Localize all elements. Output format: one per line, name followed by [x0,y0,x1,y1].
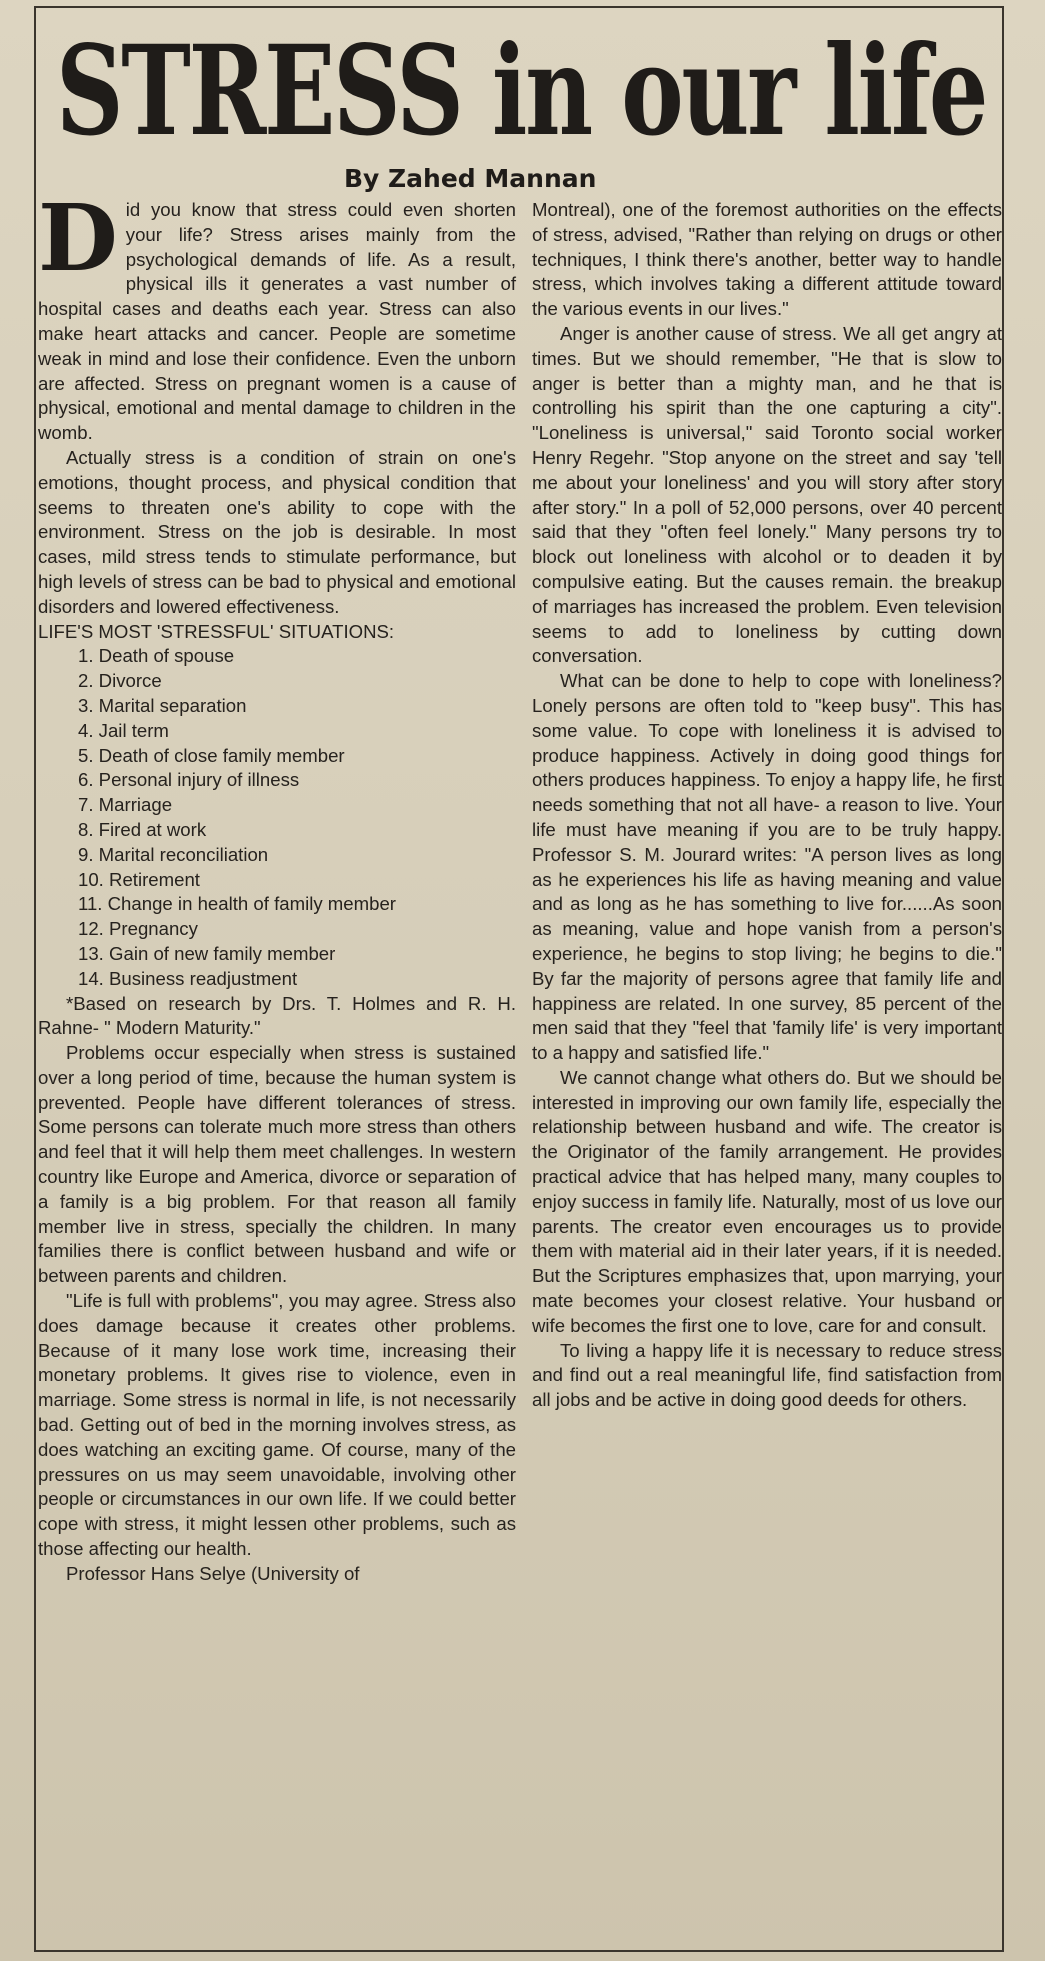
list-item: 9. Marital reconciliation [78,843,269,865]
paragraph: Actually stress is a condition of strain on one's emotions, thought process, and physical condition that seems to threaten one's ability to cope with the environment. Stress on the job is desirable. In most cases, mild stress tends to stimulate performance, but high levels of stress can be bad to physical and emotional disorders and lowered effectiveness. [38,446,516,617]
byline: By Zahed Mannan [344,164,597,193]
list-item: 13. Gain of new family member [78,942,336,964]
list-item: 7. Marriage [78,794,173,816]
paragraph: To living a happy life it is necessary to reduce stress and find out a real meaningful life, find satisfaction from all jobs and be active in doing good deeds for others. [532,1339,1002,1411]
article-column-right [532,198,1002,1413]
list-item: 1. Death of spouse [78,645,235,667]
paragraph-continued: Montreal), one of the foremost authorities on the effects of stress, advised, "Rather than relying on drugs or other techniques, I think there's another, better way to handle stress, which involves taking a different attitude toward the various events in our lives." [532,199,1002,320]
list-title: LIFE'S MOST 'STRESSFUL' SITUATIONS: [38,620,395,642]
paragraph: We cannot change what others do. But we should be interested in improving our own family life, especially the relationship between husband and wife. The creator is the Originator of the family arrangement. He provides practical advice that has helped many, many couples to enjoy success in family life. Naturally, most of us love our parents. The creator even encourages us to provide them with material aid in their later years, if it is needed. But the Scriptures emphasizes that, upon marrying, your mate becomes your closest relative. Your husband or wife becomes the first one to love, care for and consult. [532,1066,1002,1336]
article-column-left [38,184,516,1587]
paragraph: Anger is another cause of stress. We all get angry at times. But we should remember, "He that is slow to anger is better than a mighty man, and he that is controlling his spirit than the one capturing a city". "Loneliness is universal," said Toronto social worker Henry Regehr. "Stop anyone on the street and say 'tell me about your loneliness' and you will story after story after story." In a poll of 52,000 persons, over 40 percent said that they "often feel lonely." Many persons try to block out loneliness with alcohol or to deaden it by compulsive eating. But the causes remain. the breakup of marriages has increased the problem. Even television seems to add to loneliness by cutting down conversation. [532,322,1002,667]
list-item: 6. Personal injury of illness [78,769,300,791]
list-item: 2. Divorce [78,670,162,692]
list-item: 11. Change in health of family member [78,893,396,915]
paragraph-intro [38,184,516,446]
paragraph: What can be done to help to cope with loneliness? Lonely persons are often told to "keep busy". This has some value. To cope with loneliness it is advised to produce happiness. Actively in doing good things for others produces happiness. To enjoy a happy life, he first needs something that not all have- a reason to live. Your life must have meaning if you are to be truly happy. Professor S. M. Jourard writes: "A person lives as long as he experiences his life as having meaning and value and as long as he has something to live for......As soon as meaning, value and hope vanish from a person's experience, he begins to stop living; he begins to die." By far the majority of persons agree that family life and happiness are related. In one survey, 85 percent of the men said that they "feel that 'family life' is very important to a happy and satisfied life." [532,670,1002,1064]
list-item: 4. Jail term [78,719,169,741]
list-item: 14. Business readjustment [78,967,298,989]
list-item: 3. Marital separation [78,694,247,716]
list-item: 8. Fired at work [78,818,207,840]
list-item: 10. Retirement [78,868,200,890]
stressful-situations-list [38,644,516,991]
paragraph: Professor Hans Selye (University of [66,1562,360,1584]
drop-cap: D [38,184,118,292]
headline: STRESS in our life [56,19,987,164]
source-note: *Based on research by Drs. T. Holmes and R. H. Rahne- " Modern Maturity." [38,992,516,1039]
paragraph: "Life is full with problems", you may agree. Stress also does damage because it creates other problems. Because of it many lose work time, increasing their monetary problems. It gives rise to violence, even in marriage. Some stress is normal in life, is not necessarily bad. Getting out of bed in the morning involves stress, as does watching an exciting game. Of course, many of the pressures on us may seem unavoidable, involving other people or circumstances in our own life. If we could better cope with stress, it might lessen other problems, such as those affecting our health. [38,1290,516,1560]
paragraph: Problems occur especially when stress is sustained over a long period of time, because the human system is prevented. People have different tolerances of stress. Some persons can tolerate much more stress than others and feel that it will help them meet challenges. In western country like Europe and America, divorce or separation of a family is a big problem. For that reason all family member live in stress, specially the children. In many families there is conflict between husband and wife or between parents and children. [38,1042,516,1287]
list-item: 5. Death of close family member [78,744,345,766]
paragraph-intro-text: id you know that stress could even shorten your life? Stress arises mainly from the psychological demands of life. As a result, physical ills it generates a vast number of hospital cases and deaths each year. Stress can also make heart attacks and cancer. People are sometime weak in mind and lose their confidence. Even the unborn are affected. Stress on pregnant women is a cause of physical, emotional and mental damage to children in the womb. [38,199,516,444]
list-item: 12. Pregnancy [78,918,198,940]
